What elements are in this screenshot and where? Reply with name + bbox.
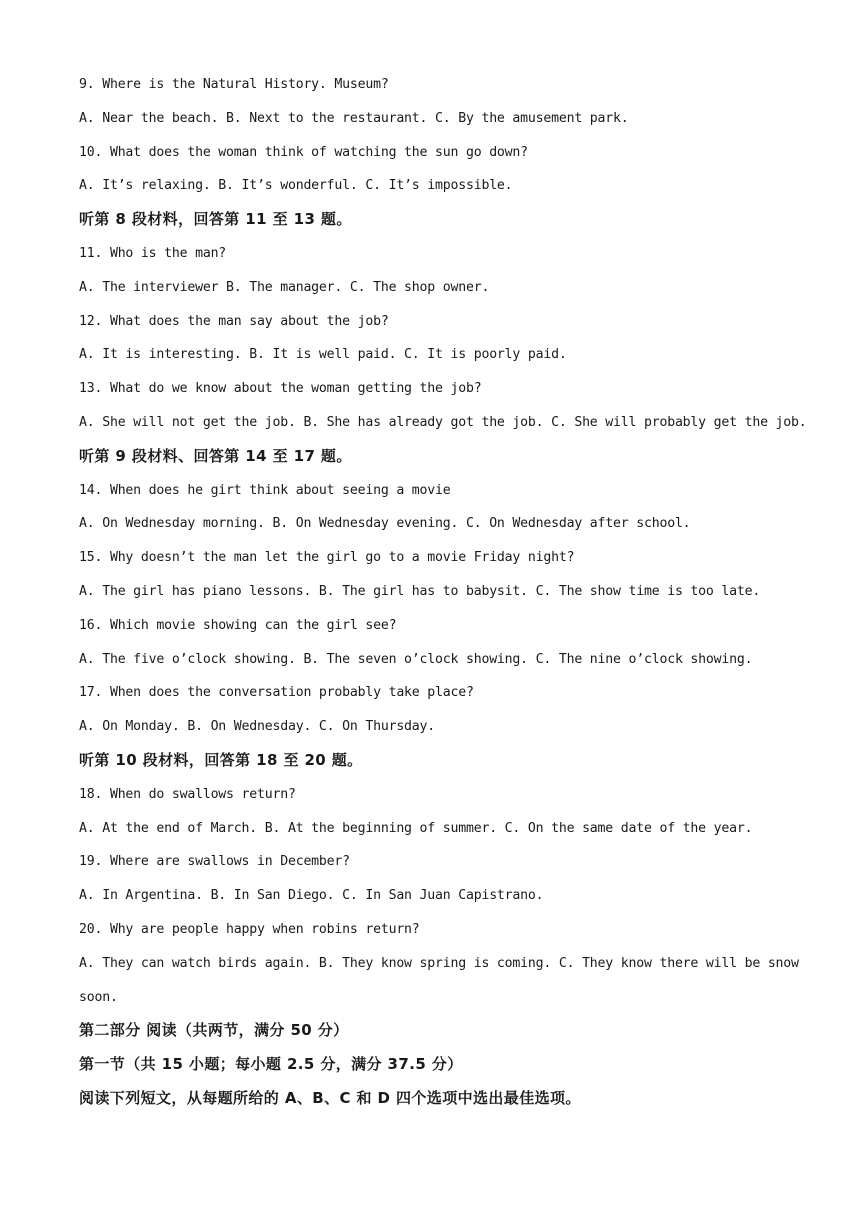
question-19: 19. Where are swallows in December? — [79, 854, 350, 870]
question-18: 18. When do swallows return? — [79, 786, 296, 802]
section-heading-9: 听第 9 段材料、回答第 14 至 17 题。 — [79, 446, 352, 465]
options-17: A. On Monday. B. On Wednesday. C. On Thursday. — [79, 719, 436, 735]
reading-instructions: 阅读下列短文，从每题所给的 A、B、C 和 D 四个选项中选出最佳选项。 — [79, 1088, 581, 1107]
options-9: A. Near the beach. B. Next to the restaurant. C. By the amusement park. — [79, 110, 629, 126]
part-two-heading: 第二部分 阅读（共两节，满分 50 分） — [79, 1021, 349, 1040]
section-heading-10: 听第 10 段材料，回答第 18 至 20 题。 — [79, 750, 363, 769]
options-19: A. In Argentina. B. In San Diego. C. In San Juan Capistrano. — [79, 888, 544, 904]
question-9: 9. Where is the Natural History. Museum? — [79, 77, 389, 92]
options-18: A. At the end of March. B. At the beginning of summer. C. On the same date of the year. — [79, 820, 753, 836]
options-16: A. The five o’clock showing. B. The seven o’clock showing. C. The nine o’clock showing. — [79, 651, 753, 667]
section-heading-8: 听第 8 段材料，回答第 11 至 13 题。 — [79, 210, 352, 229]
options-15: A. The girl has piano lessons. B. The girl has to babysit. C. The show time is too late. — [79, 583, 761, 599]
question-16: 16. Which movie showing can the girl see? — [79, 617, 397, 633]
page-content — [79, 68, 807, 1116]
options-14: A. On Wednesday morning. B. On Wednesday evening. C. On Wednesday after school. — [79, 516, 691, 532]
question-12: 12. What does the man say about the job? — [79, 313, 389, 329]
question-13: 13. What do we know about the woman getting the job? — [79, 381, 482, 397]
question-17: 17. When does the conversation probably take place? — [79, 685, 474, 701]
question-20: 20. Why are people happy when robins return? — [79, 921, 420, 937]
options-11: A. The interviewer B. The manager. C. The shop owner. — [79, 279, 490, 295]
question-11: 11. Who is the man? — [79, 245, 227, 261]
question-14: 14. When does he girt think about seeing a movie — [79, 482, 451, 498]
options-12: A. It is interesting. B. It is well paid. C. It is poorly paid. — [79, 347, 567, 363]
options-20: A. They can watch birds again. B. They know spring is coming. C. They know there will be snow — [79, 955, 799, 971]
options-10: A. It’s relaxing. B. It’s wonderful. C. It’s impossible. — [79, 178, 513, 194]
question-15: 15. Why doesn’t the man let the girl go to a movie Friday night? — [79, 550, 575, 566]
options-20-continued: soon. — [79, 989, 118, 1005]
question-10: 10. What does the woman think of watching the sun go down? — [79, 144, 528, 160]
section-one-heading: 第一节（共 15 小题；每小题 2.5 分，满分 37.5 分） — [79, 1055, 463, 1074]
options-13: A. She will not get the job. B. She has already got the job. C. She will probably get the job. — [79, 414, 807, 430]
